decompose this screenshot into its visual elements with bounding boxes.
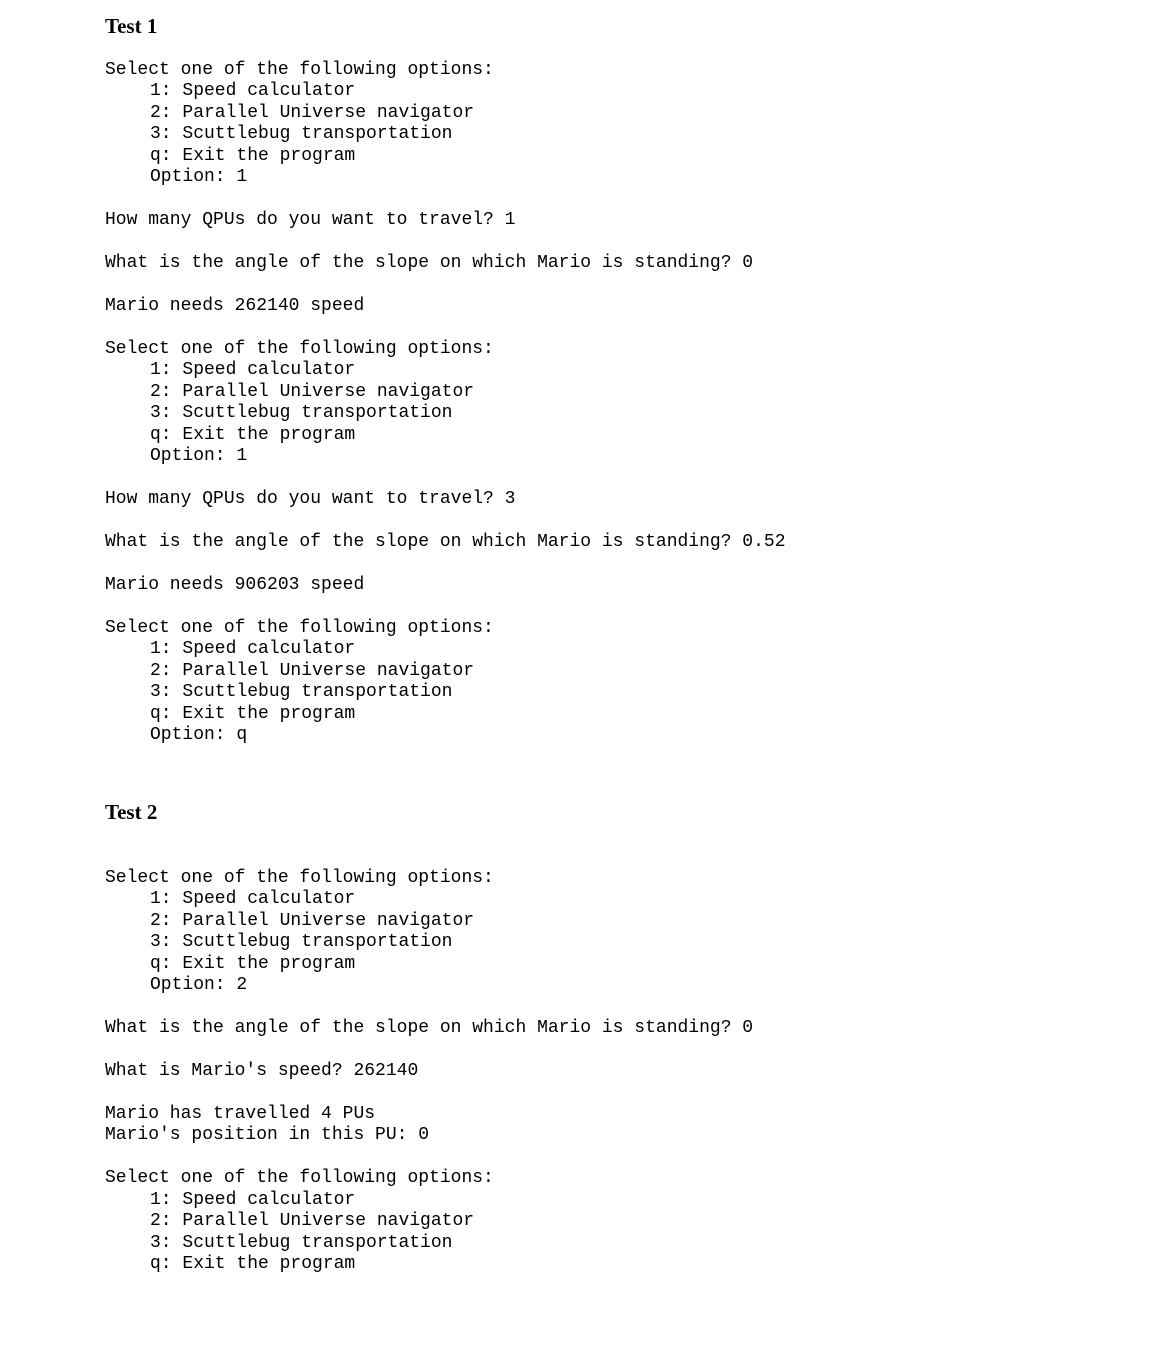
test-2-title: Test 2 — [105, 800, 158, 824]
menu-prompt: Select one of the following options: — [105, 868, 494, 888]
menu-option-q: q: Exit the program — [150, 954, 356, 974]
menu-selection: Option: 1 — [150, 446, 248, 466]
menu-option-q: q: Exit the program — [150, 146, 356, 166]
angle-prompt: What is the angle of the slope on which Mario is standing? 0 — [105, 253, 754, 273]
speed-prompt: What is Mario's speed? 262140 — [105, 1061, 419, 1081]
menu-option-q: q: Exit the program — [150, 1254, 356, 1274]
menu-prompt: Select one of the following options: — [105, 339, 494, 359]
menu-selection: Option: 2 — [150, 975, 248, 995]
menu-option-3: 3: Scuttlebug transportation — [150, 932, 453, 952]
menu-option-3: 3: Scuttlebug transportation — [150, 403, 453, 423]
menu-selection: Option: q — [150, 725, 248, 745]
menu-selection: Option: 1 — [150, 167, 248, 187]
test-1-title: Test 1 — [105, 14, 158, 38]
menu-option-3: 3: Scuttlebug transportation — [150, 124, 453, 144]
angle-prompt: What is the angle of the slope on which Mario is standing? 0 — [105, 1018, 754, 1038]
menu-option-1: 1: Speed calculator — [150, 889, 356, 909]
qpu-prompt: How many QPUs do you want to travel? 3 — [105, 489, 516, 509]
menu-prompt: Select one of the following options: — [105, 618, 494, 638]
menu-option-1: 1: Speed calculator — [150, 639, 356, 659]
angle-prompt: What is the angle of the slope on which Mario is standing? 0.52 — [105, 532, 786, 552]
travel-result: Mario has travelled 4 PUs — [105, 1104, 376, 1124]
menu-option-3: 3: Scuttlebug transportation — [150, 1233, 453, 1253]
menu-option-1: 1: Speed calculator — [150, 360, 356, 380]
menu-option-3: 3: Scuttlebug transportation — [150, 682, 453, 702]
position-result: Mario's position in this PU: 0 — [105, 1125, 430, 1145]
menu-option-q: q: Exit the program — [150, 425, 356, 445]
menu-option-2: 2: Parallel Universe navigator — [150, 661, 475, 681]
menu-option-2: 2: Parallel Universe navigator — [150, 911, 475, 931]
menu-option-1: 1: Speed calculator — [150, 1190, 356, 1210]
qpu-prompt: How many QPUs do you want to travel? 1 — [105, 210, 516, 230]
menu-prompt: Select one of the following options: — [105, 1168, 494, 1188]
menu-option-q: q: Exit the program — [150, 704, 356, 724]
menu-option-2: 2: Parallel Universe navigator — [150, 103, 475, 123]
speed-result: Mario needs 262140 speed — [105, 296, 365, 316]
menu-prompt: Select one of the following options: — [105, 60, 494, 80]
speed-result: Mario needs 906203 speed — [105, 575, 365, 595]
menu-option-2: 2: Parallel Universe navigator — [150, 382, 475, 402]
menu-option-2: 2: Parallel Universe navigator — [150, 1211, 475, 1231]
menu-option-1: 1: Speed calculator — [150, 81, 356, 101]
